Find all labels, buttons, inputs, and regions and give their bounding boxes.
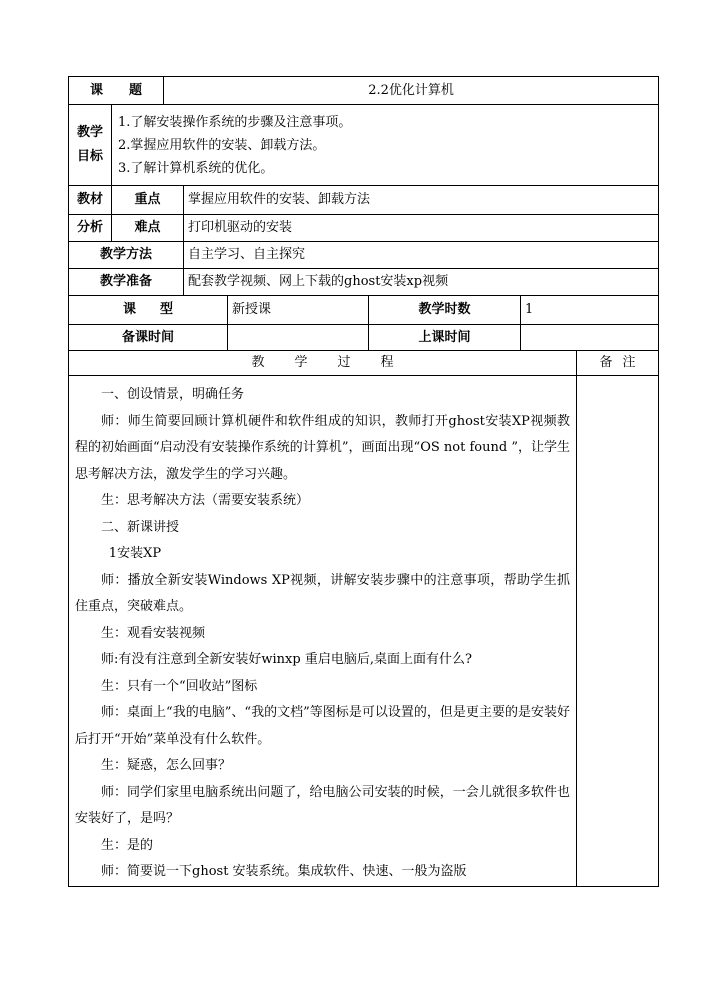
goal-item-3: 3.了解计算机系统的优化。 [118, 160, 274, 176]
goals-label [69, 105, 112, 186]
analysis-label-line2: 分析 [69, 215, 112, 242]
lesson-plan-table [68, 76, 659, 887]
process-header: 教学过程 [69, 351, 577, 376]
method-label: 教学方法 [69, 242, 184, 269]
lesson-type-value: 新授课 [228, 296, 369, 325]
process-header-row [69, 351, 659, 376]
goal-item-2: 2.掌握应用软件的安装、卸载方法。 [118, 137, 326, 153]
analysis-difficulty-row [69, 215, 659, 242]
process-paragraph: 师：师生简要回顾计算机硬件和软件组成的知识，教师打开ghost安装XP视频教程的初始画面“启动没有安装操作系统的计算机”，画面出现“OS not found ”，让学生思考解决方法，激发学生的学习兴趣。 [75, 413, 571, 482]
key-point-value: 掌握应用软件的安装、卸载方法 [184, 186, 659, 215]
goals-label-line2: 目标 [76, 149, 103, 164]
process-content-row [69, 376, 659, 887]
process-paragraph: 师：简要说一下ghost 安装系统。集成软件、快速、一般为盗版 [101, 864, 467, 879]
process-paragraph: 师：同学们家里电脑系统出问题了，给电脑公司安装的时候，一会儿就很多软件也安装好了，是吗？ [75, 784, 571, 826]
analysis-key-row [69, 186, 659, 215]
method-row [69, 242, 659, 269]
process-paragraph: 师:有没有注意到全新安装好winxp 重启电脑后,桌面上面有什么? [101, 652, 472, 667]
topic-value: 2.2优化计算机 [164, 77, 659, 105]
process-paragraph: 生：观看安装视频 [101, 625, 206, 641]
process-paragraph: 生：是的 [101, 837, 154, 853]
topic-label: 课 题 [69, 77, 164, 105]
process-paragraph: 生：疑惑，怎么回事？ [101, 758, 232, 773]
process-paragraph: 二、新课讲授 [101, 519, 180, 535]
prep-time-label: 备课时间 [69, 325, 228, 351]
preparation-row [69, 269, 659, 296]
process-paragraph: 师：播放全新安装Windows XP视频，讲解安装步骤中的注意事项，帮助学生抓住重点，突破难点。 [75, 572, 571, 614]
goal-item-1: 1.了解安装操作系统的步骤及注意事项。 [118, 114, 352, 130]
lesson-type-label: 课型 [69, 296, 228, 325]
key-point-label: 重点 [112, 186, 184, 215]
goals-row [69, 105, 659, 186]
process-paragraph: 师：桌面上“我的电脑”、“我的文档”等图标是可以设置的，但是更主要的是安装好后打开“开始”菜单没有什么软件。 [75, 705, 571, 747]
process-paragraph: 一、创设情景，明确任务 [101, 387, 245, 402]
preparation-label: 教学准备 [69, 269, 184, 296]
process-paragraph: 生：思考解决方法（需要安装系统） [101, 493, 310, 508]
prep-time-value [228, 325, 369, 351]
difficulty-label: 难点 [112, 215, 184, 242]
difficulty-value: 打印机驱动的安装 [184, 215, 659, 242]
method-value: 自主学习、自主探究 [184, 242, 659, 269]
process-content [69, 376, 577, 887]
process-paragraph: 1安装XP [108, 546, 162, 561]
lesson-type-row [69, 296, 659, 325]
schedule-row [69, 325, 659, 351]
teaching-hours-label: 教学时数 [369, 296, 521, 325]
class-time-label: 上课时间 [369, 325, 521, 351]
topic-row [69, 77, 659, 105]
goals-label-line1: 教学 [76, 125, 103, 140]
goals-list [112, 105, 659, 186]
class-time-value [521, 325, 659, 351]
teaching-hours-value: 1 [521, 296, 659, 325]
analysis-label-line1: 教材 [69, 186, 112, 215]
preparation-value: 配套教学视频、网上下载的ghost安装xp视频 [184, 269, 659, 296]
process-paragraph: 生：只有一个“回收站”图标 [101, 678, 258, 694]
notes-column [577, 376, 659, 887]
notes-header: 备注 [577, 351, 659, 376]
